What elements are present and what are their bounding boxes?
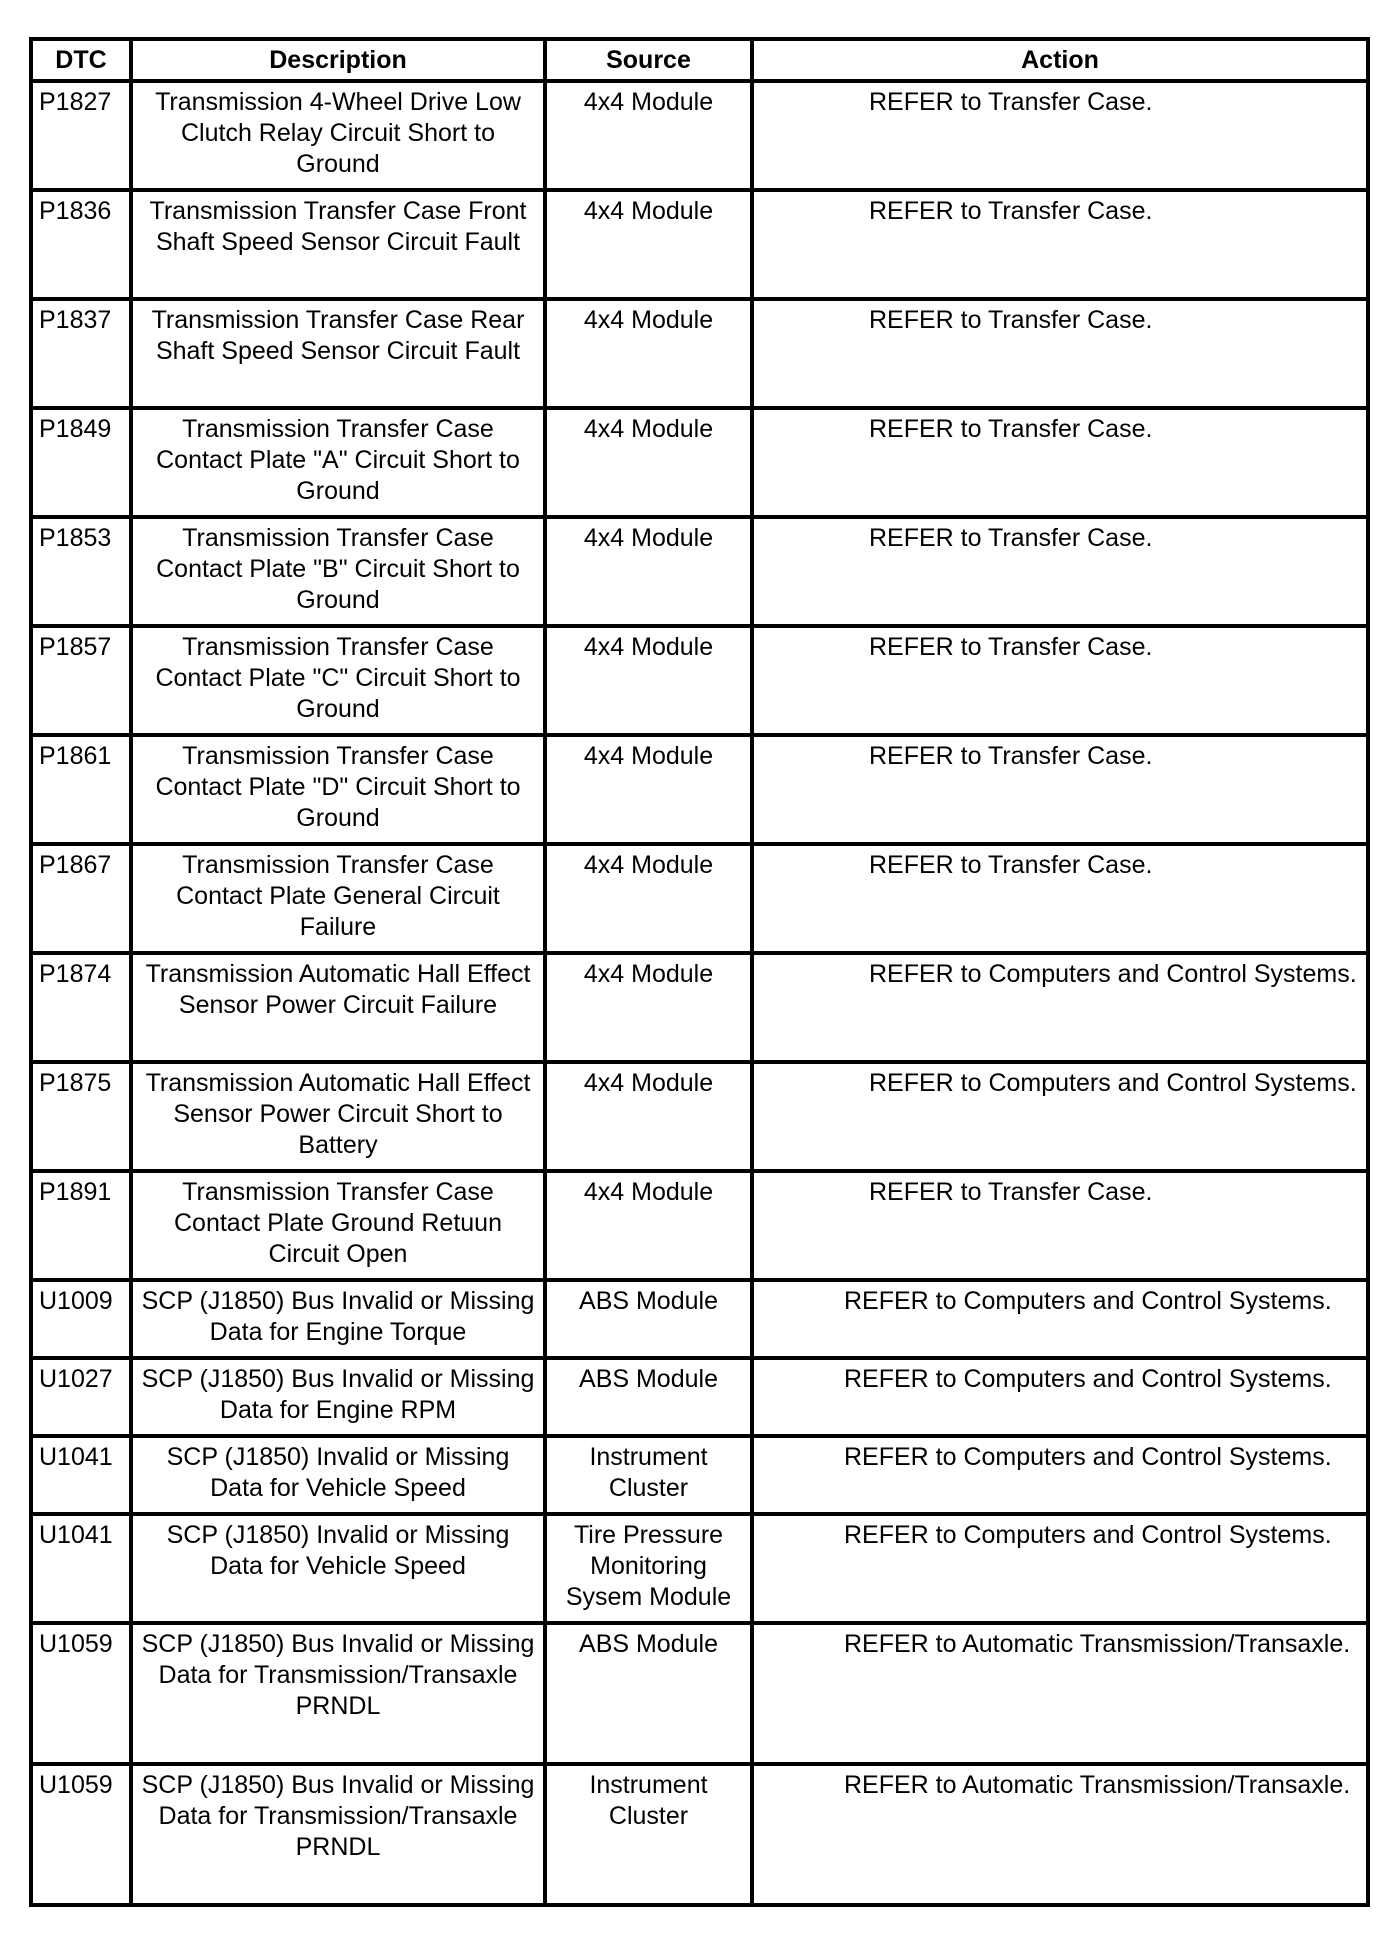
action-cell: REFER to Computers and Control Systems. [752,953,1368,1062]
dtc-code-cell: U1059 [31,1764,131,1905]
action-cell: REFER to Computers and Control Systems. [752,1514,1368,1623]
header-description: Description [131,39,545,81]
dtc-code-cell: U1009 [31,1280,131,1358]
description-cell: SCP (J1850) Bus Invalid or Missing Data for Transmission/Transaxle PRNDL [131,1764,545,1905]
action-cell: REFER to Transfer Case. [752,626,1368,735]
action-cell: REFER to Transfer Case. [752,408,1368,517]
action-cell: REFER to Automatic Transmission/Transaxle. [752,1623,1368,1764]
source-cell: Tire Pressure Monitoring Sysem Module [545,1514,752,1623]
table-row [31,1514,1368,1623]
action-cell: REFER to Computers and Control Systems. [752,1062,1368,1171]
description-cell: Transmission Transfer Case Contact Plate "A" Circuit Short to Ground [131,408,545,517]
dtc-code-cell: P1861 [31,735,131,844]
dtc-code-cell: P1849 [31,408,131,517]
source-cell: 4x4 Module [545,1171,752,1280]
table-row [31,1436,1368,1514]
action-cell: REFER to Transfer Case. [752,299,1368,408]
dtc-code-cell: U1027 [31,1358,131,1436]
table-row [31,299,1368,408]
description-cell: Transmission Transfer Case Contact Plate "C" Circuit Short to Ground [131,626,545,735]
table-row [31,735,1368,844]
dtc-table [29,37,1370,1907]
action-cell: REFER to Automatic Transmission/Transaxle. [752,1764,1368,1905]
dtc-code-cell: U1041 [31,1514,131,1623]
description-cell: SCP (J1850) Invalid or Missing Data for Vehicle Speed [131,1436,545,1514]
table-row [31,408,1368,517]
description-cell: Transmission Transfer Case Rear Shaft Speed Sensor Circuit Fault [131,299,545,408]
table-row [31,190,1368,299]
header-action: Action [752,39,1368,81]
source-cell: 4x4 Module [545,626,752,735]
action-cell: REFER to Transfer Case. [752,190,1368,299]
table-row [31,1623,1368,1764]
description-cell: SCP (J1850) Bus Invalid or Missing Data for Engine RPM [131,1358,545,1436]
header-row [31,39,1368,81]
dtc-code-cell: P1837 [31,299,131,408]
description-cell: Transmission Transfer Case Contact Plate Ground Retuun Circuit Open [131,1171,545,1280]
action-cell: REFER to Transfer Case. [752,81,1368,190]
action-cell: REFER to Transfer Case. [752,844,1368,953]
table-row [31,626,1368,735]
table-row [31,1280,1368,1358]
action-cell: REFER to Transfer Case. [752,517,1368,626]
source-cell: 4x4 Module [545,299,752,408]
action-cell: REFER to Transfer Case. [752,1171,1368,1280]
source-cell: 4x4 Module [545,844,752,953]
description-cell: Transmission Automatic Hall Effect Sensor Power Circuit Failure [131,953,545,1062]
description-cell: Transmission Transfer Case Front Shaft Speed Sensor Circuit Fault [131,190,545,299]
action-cell: REFER to Transfer Case. [752,735,1368,844]
source-cell: ABS Module [545,1623,752,1764]
table-row [31,1358,1368,1436]
table-row [31,1062,1368,1171]
source-cell: Instrument Cluster [545,1764,752,1905]
source-cell: ABS Module [545,1358,752,1436]
header-source: Source [545,39,752,81]
description-cell: Transmission 4-Wheel Drive Low Clutch Relay Circuit Short to Ground [131,81,545,190]
source-cell: 4x4 Module [545,517,752,626]
source-cell: ABS Module [545,1280,752,1358]
dtc-code-cell: P1857 [31,626,131,735]
description-cell: SCP (J1850) Invalid or Missing Data for Vehicle Speed [131,1514,545,1623]
table-row [31,1764,1368,1905]
source-cell: 4x4 Module [545,408,752,517]
action-cell: REFER to Computers and Control Systems. [752,1280,1368,1358]
description-cell: SCP (J1850) Bus Invalid or Missing Data for Engine Torque [131,1280,545,1358]
table-row [31,953,1368,1062]
dtc-code-cell: U1041 [31,1436,131,1514]
source-cell: Instrument Cluster [545,1436,752,1514]
dtc-code-cell: P1874 [31,953,131,1062]
source-cell: 4x4 Module [545,735,752,844]
dtc-code-cell: P1827 [31,81,131,190]
table-row [31,844,1368,953]
table-row [31,81,1368,190]
table-row [31,1171,1368,1280]
dtc-code-cell: P1853 [31,517,131,626]
action-cell: REFER to Computers and Control Systems. [752,1358,1368,1436]
source-cell: 4x4 Module [545,81,752,190]
dtc-code-cell: P1875 [31,1062,131,1171]
source-cell: 4x4 Module [545,1062,752,1171]
dtc-code-cell: P1867 [31,844,131,953]
source-cell: 4x4 Module [545,953,752,1062]
description-cell: Transmission Transfer Case Contact Plate General Circuit Failure [131,844,545,953]
table-row [31,517,1368,626]
dtc-code-cell: U1059 [31,1623,131,1764]
source-cell: 4x4 Module [545,190,752,299]
description-cell: Transmission Transfer Case Contact Plate "D" Circuit Short to Ground [131,735,545,844]
description-cell: Transmission Transfer Case Contact Plate "B" Circuit Short to Ground [131,517,545,626]
description-cell: SCP (J1850) Bus Invalid or Missing Data for Transmission/Transaxle PRNDL [131,1623,545,1764]
action-cell: REFER to Computers and Control Systems. [752,1436,1368,1514]
dtc-code-cell: P1836 [31,190,131,299]
description-cell: Transmission Automatic Hall Effect Sensor Power Circuit Short to Battery [131,1062,545,1171]
dtc-code-cell: P1891 [31,1171,131,1280]
header-dtc: DTC [31,39,131,81]
